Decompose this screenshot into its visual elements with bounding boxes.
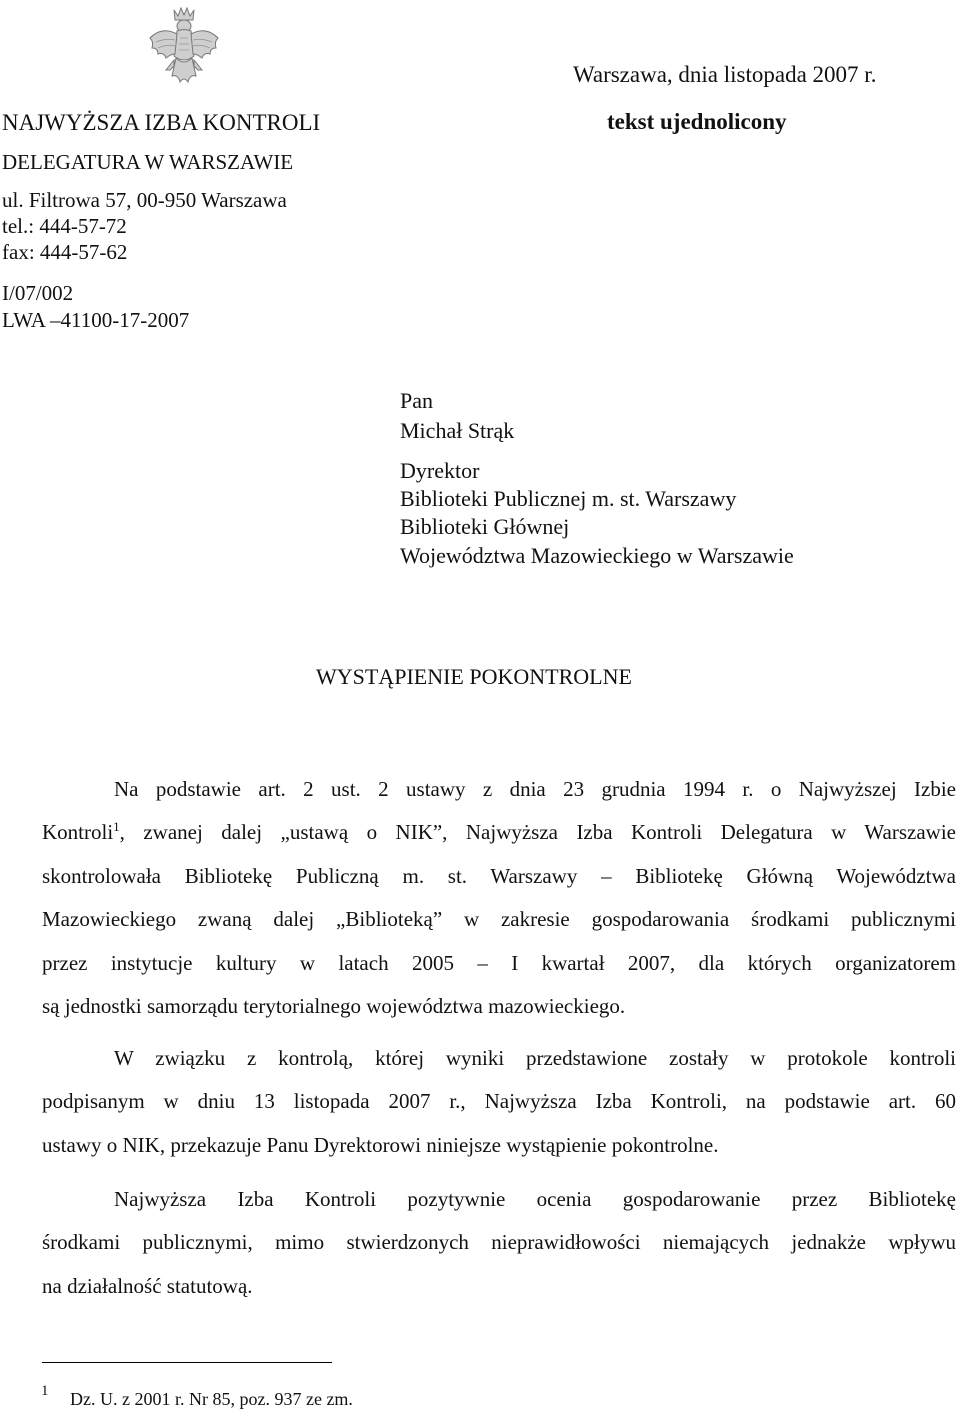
paragraph-2-line-1: W związku z kontrolą, której wyniki przedstawione zostały w protokole kontroli (114, 1046, 956, 1070)
paragraph-2-line-3: ustawy o NIK, przekazuje Panu Dyrektorowi niniejsze wystąpienie pokontrolne. (42, 1132, 719, 1157)
paragraph-1-line-4: Mazowieckiego zwaną dalej „Biblioteką” w zakresie gospodarowania środkami publicznymi (42, 907, 956, 932)
recipient-name: Michał Strąk (400, 418, 515, 443)
recipient-org-line1: Biblioteki Publicznej m. st. Warszawy (400, 486, 737, 511)
document-date: Warszawa, dnia listopada 2007 r. (573, 62, 877, 87)
recipient-org-line3: Województwa Mazowieckiego w Warszawie (400, 543, 794, 568)
paragraph-1-line-5: przez instytucje kultury w latach 2005 – I kwartał 2007, dla których organizatorem (42, 950, 956, 975)
section-title: WYSTĄPIENIE POKONTROLNE (316, 664, 632, 689)
institution-name: NAJWYŻSZA IZBA KONTROLI (2, 110, 321, 135)
recipient-org-line2: Biblioteki Głównej (400, 514, 570, 539)
paragraph-1-line-2-rest: , zwanej dalej „ustawą o NIK”, Najwyższa Izba Kontroli Delegatura w Warszawie (119, 820, 956, 845)
recipient-title: Dyrektor (400, 458, 480, 483)
paragraph-1 (42, 768, 956, 1028)
recipient-salutation: Pan (400, 388, 433, 413)
reference-number: I/07/002 (2, 281, 74, 305)
document-version-note: tekst ujednolicony (607, 109, 787, 134)
footnote-number: 1 (41, 1383, 49, 1399)
paragraph-1-line-1: Na podstawie art. 2 ust. 2 ustawy z dnia 23 grudnia 1994 r. o Najwyższej Izbie (114, 777, 956, 801)
polish-eagle-icon (144, 4, 224, 94)
paragraph-1-line-2-start: Kontroli (42, 820, 114, 845)
paragraph-1-line-2 (42, 811, 956, 854)
institution-delegation: DELEGATURA W WARSZAWIE (2, 150, 294, 174)
paragraph-1-line-3: skontrolowała Bibliotekę Publiczną m. st. Warszawy – Bibliotekę Główną Województwa (42, 863, 956, 888)
case-number: LWA –41100-17-2007 (2, 308, 190, 332)
paragraph-1-line-6: są jednostki samorządu terytorialnego województwa mazowieckiego. (42, 994, 626, 1019)
footnote-ref: 1 (113, 819, 120, 835)
paragraph-3-line-3: na działalność statutową. (42, 1273, 253, 1298)
footnote-text: Dz. U. z 2001 r. Nr 85, poz. 937 ze zm. (70, 1389, 353, 1409)
paragraph-2-line-2: podpisanym w dniu 13 listopada 2007 r., Najwyższa Izba Kontroli, na podstawie art. 60 (42, 1089, 956, 1114)
paragraph-3-line-2: środkami publicznymi, mimo stwierdzonych nieprawidłowości niemających jednakże wpływu (42, 1230, 956, 1255)
paragraph-3 (42, 1178, 956, 1308)
paragraph-2 (42, 1037, 956, 1167)
institution-phone: tel.: 444-57-72 (2, 214, 127, 238)
institution-fax: fax: 444-57-62 (2, 240, 128, 264)
paragraph-3-line-1: Najwyższa Izba Kontroli pozytywnie ocenia gospodarowanie przez Bibliotekę (114, 1187, 956, 1211)
institution-address: ul. Filtrowa 57, 00-950 Warszawa (2, 188, 287, 212)
footnote-separator (42, 1362, 332, 1363)
